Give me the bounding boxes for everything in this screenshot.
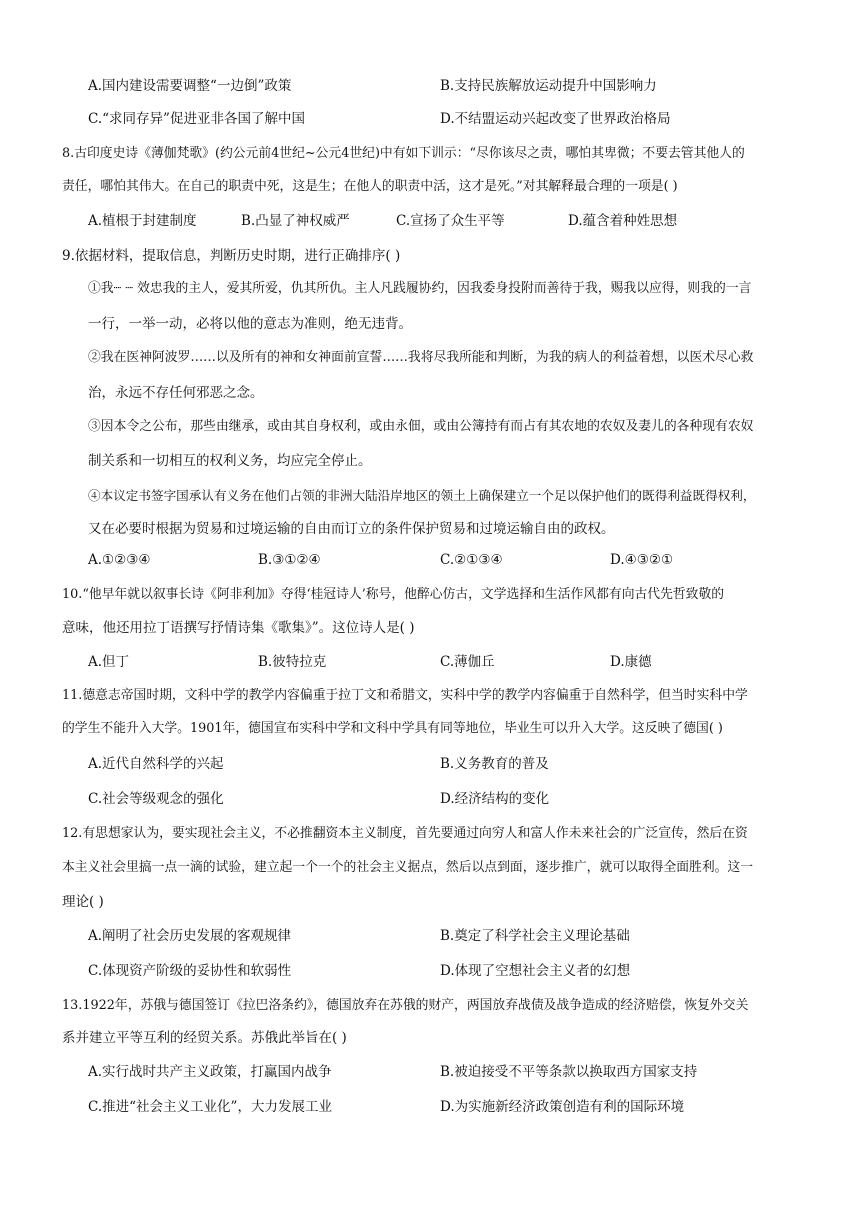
q11-option-d: D.经济结构的变化	[440, 791, 550, 807]
q13-option-a: A.实行战时共产主义政策，打赢国内战争	[88, 1064, 332, 1080]
q11-option-c: C.社会等级观念的强化	[88, 791, 224, 807]
q9-material-3-line1: ③因本令之公布，那些由继承，或由其自身权利，或由永佃，或由公簿持有而占有其农地的农奴及妻儿的各种现有农奴	[88, 419, 754, 434]
q7-option-b: B.支持民族解放运动提升中国影响力	[440, 78, 657, 94]
q13-option-b: B.被迫接受不平等条款以换取西方国家支持	[440, 1064, 698, 1080]
q11-option-a: A.近代自然科学的兴起	[88, 756, 224, 772]
q9-material-1-line2: 一行，一举一动，必将以他的意志为准则，绝无违背。	[88, 316, 412, 332]
q8-option-d: D.蕴含着种姓思想	[568, 213, 678, 229]
q9-option-d: D.④③②①	[610, 552, 674, 568]
q9-material-4-line1: ④本议定书签字国承认有义务在他们占领的非洲大陆沿岸地区的领土上确保建立一个足以保护他们的既得利益既得权利，	[88, 488, 756, 503]
q13-option-d: D.为实施新经济政策创造有利的国际环境	[440, 1099, 685, 1115]
q11-stem-line1: 11.德意志帝国时期，文科中学的教学内容偏重于拉丁文和希腊文，实科中学的教学内容偏重于自然科学，但当时实科中学	[62, 688, 748, 703]
q8-stem-line2: 责任，哪怕其伟大。在自己的职责中死，这是生；在他人的职责中活，这才是死。”对其解释最合理的一项是( )	[62, 179, 678, 194]
q12-option-b: B.奠定了科学社会主义理论基础	[440, 928, 630, 944]
q8-option-a: A.植根于封建制度	[88, 213, 197, 229]
q7-option-c: C.“求同存异”促进亚非各国了解中国	[88, 111, 305, 127]
q12-stem-line1: 12.有思想家认为，要实现社会主义，不必推翻资本主义制度，首先要通过向穷人和富人作未来社会的广泛宣传，然后在资	[62, 826, 748, 841]
q8-option-b: B.凸显了神权威严	[241, 213, 350, 229]
q10-stem-line2: 意味，他还用拉丁语撰写抒情诗集《歌集》”。这位诗人是( )	[62, 620, 415, 636]
q9-material-2-line1: ②我在医神阿波罗……以及所有的神和女神面前宣誓……我将尽我所能和判断，为我的病人的利益着想，以医术尽心救	[88, 350, 754, 365]
q9-option-b: B.③①②④	[258, 552, 321, 568]
q7-option-a: A.国内建设需要调整“一边倒”政策	[88, 78, 292, 94]
q12-stem-line3: 理论( )	[62, 894, 104, 910]
q11-option-b: B.义务教育的普及	[440, 756, 549, 772]
q10-option-b: B.彼特拉克	[258, 654, 327, 670]
q11-stem-line2: 的学生不能升入大学。1901年，德国宣布实科中学和文科中学具有同等地位，毕业生可以升入大学。这反映了德国( )	[62, 721, 723, 736]
q12-option-a: A.阐明了社会历史发展的客观规律	[88, 928, 292, 944]
q10-option-c: C.薄伽丘	[440, 654, 495, 670]
q9-material-4-line2: 又在必要时根据为贸易和过境运输的自由而订立的条件保护贸易和过境运输自由的政权。	[88, 521, 615, 537]
q9-material-2-line2: 治，永远不存任何邪恶之念。	[88, 385, 264, 401]
q12-option-d: D.体现了空想社会主义者的幻想	[440, 963, 631, 979]
q10-option-a: A.但丁	[88, 654, 130, 670]
q13-stem-line1: 13.1922年，苏俄与德国签订《拉巴洛条约》，德国放弃在苏俄的财产，两国放弃战债及战争造成的经济赔偿，恢复外交关	[62, 998, 749, 1013]
q9-material-3-line2: 制关系和一切相互的权利义务，均应完全停止。	[88, 453, 372, 469]
q13-stem-line2: 系并建立平等互利的经贸关系。苏俄此举旨在( )	[62, 1030, 347, 1046]
q8-option-c: C.宣扬了众生平等	[396, 213, 505, 229]
q9-option-a: A.①②③④	[88, 552, 151, 568]
q7-option-d: D.不结盟运动兴起改变了世界政治格局	[440, 111, 671, 127]
q12-stem-line2: 本主义社会里搞一点一滴的试验，建立起一个一个的社会主义据点，然后以点到面，逐步推广，就可以取得全面胜利。这一	[62, 860, 754, 875]
q9-option-c: C.②①③④	[440, 552, 503, 568]
q12-option-c: C.体现资产阶级的妥协性和软弱性	[88, 963, 292, 979]
q9-stem: 9.依据材料，提取信息，判断历史时期，进行正确排序( )	[62, 248, 401, 264]
q9-material-1-line1: ①我┈ ┈ 效忠我的主人，爱其所爱，仇其所仇。主人凡践履协约，因我委身投附而善待于我，赐我以应得，则我的一言	[88, 281, 752, 296]
q10-option-d: D.康德	[610, 654, 652, 670]
q10-stem-line1: 10.“他早年就以叙事长诗《阿非利加》夺得‘桂冠诗人’称号，他醉心仿古，文学选择和生活作风都有向古代先哲致敬的	[62, 587, 725, 602]
q13-option-c: C.推进“社会主义工业化”，大力发展工业	[88, 1099, 332, 1115]
q8-stem-line1: 8.古印度史诗《薄伽梵歌》(约公元前4世纪~公元4世纪)中有如下训示：“尽你该尽之责，哪怕其卑微；不要去管其他人的	[62, 146, 745, 161]
